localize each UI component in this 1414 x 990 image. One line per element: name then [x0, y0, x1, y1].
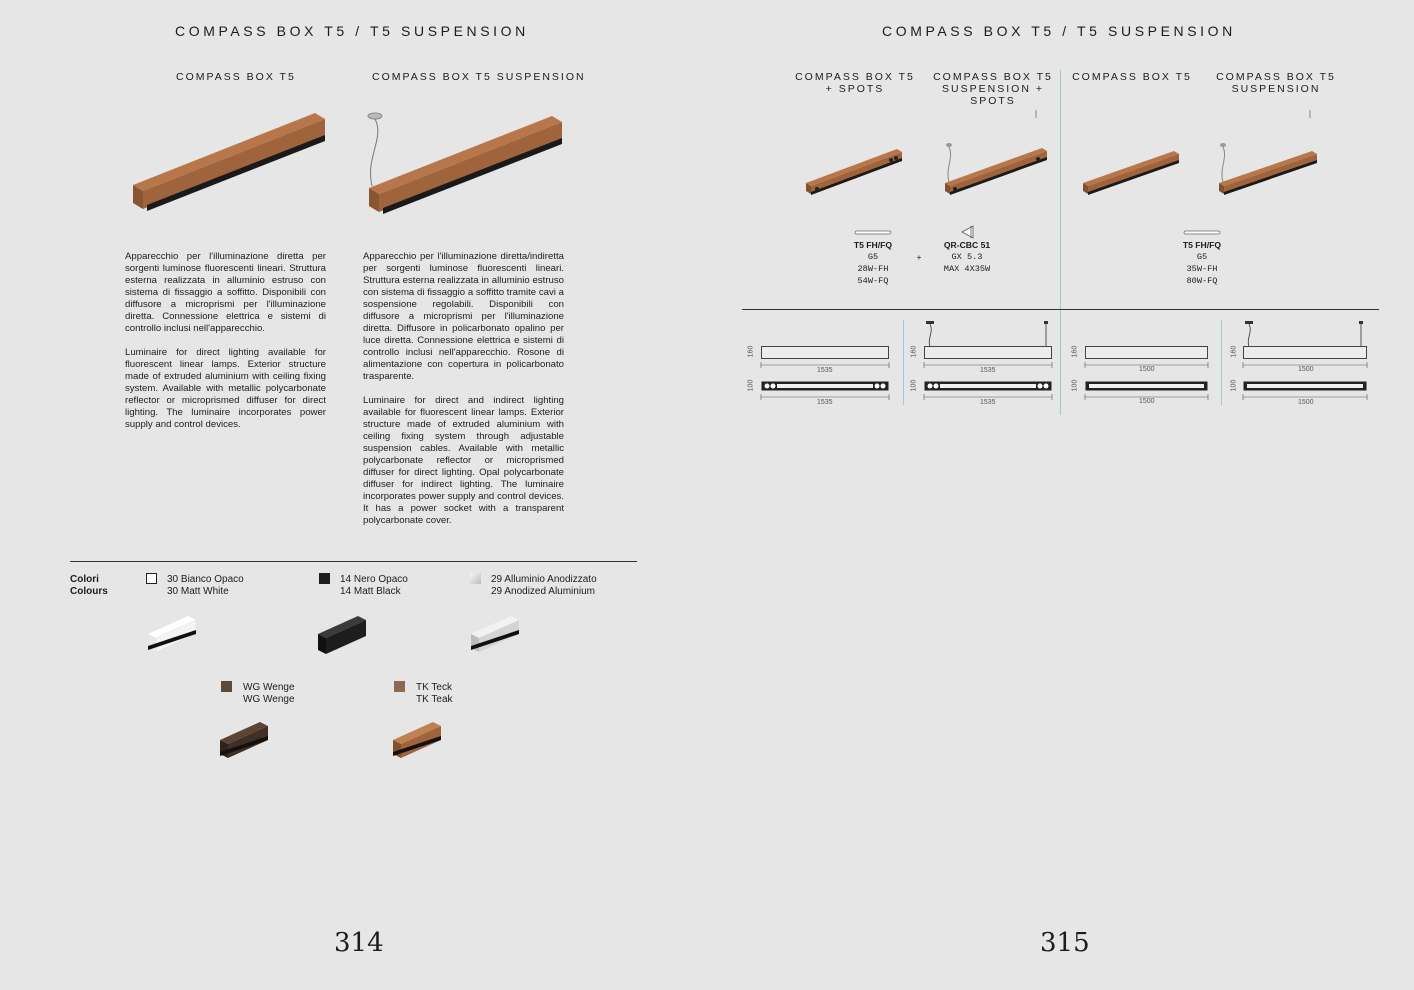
dim-length: 1500	[1298, 399, 1314, 406]
lamp-wattage: 80W-FQ	[1186, 276, 1218, 286]
product-suspension-spots-image	[942, 108, 1052, 198]
page-number-right: 315	[1040, 928, 1090, 958]
colour-name-en: TK Teak	[416, 694, 453, 705]
drawing-divider	[903, 320, 904, 405]
dim-length: 1500	[1298, 366, 1314, 373]
colours-label-it: Colori	[70, 574, 99, 585]
bottom-view-spots	[761, 381, 889, 391]
left-page-title: COMPASS BOX T5 / T5 SUSPENSION	[175, 23, 529, 39]
lamp-wattage: 28W-FH	[857, 264, 889, 274]
label-line: COMPASS BOX T5	[1072, 71, 1192, 83]
colour-matt-white	[167, 574, 244, 598]
product-a-description-en: Luminaire for direct lighting available for fluorescent linear lamps. Exterior structure made of extruded aluminium with ceiling fixing system. Available with metallic polycarbonate reflector or microprismed diffuser for direct lighting. The luminaire incorporates power supply and control devices.	[125, 347, 326, 430]
colour-matt-black	[340, 574, 408, 598]
drawings-divider	[742, 309, 1379, 310]
swatch-matt-black	[319, 573, 330, 584]
product-b-title: COMPASS BOX T5 SUSPENSION	[372, 71, 586, 83]
bottom-view-plain	[1085, 381, 1208, 391]
colour-name-it: 14 Nero Opaco	[340, 574, 408, 585]
label-line: SUSPENSION +	[942, 83, 1044, 95]
colour-name-it: WG Wenge	[243, 682, 295, 693]
side-view-spots	[761, 346, 889, 359]
profile-wenge	[218, 718, 274, 760]
label-line: SPOTS	[970, 95, 1016, 107]
colour-name-en: 14 Matt Black	[340, 586, 401, 597]
product-b-description	[363, 251, 564, 539]
dim-height: 100	[910, 379, 918, 392]
suspension-cables	[924, 320, 1052, 348]
dim-length: 1500	[1139, 398, 1155, 405]
dim-height: 160	[1071, 345, 1079, 358]
swatch-anodized-aluminium	[470, 573, 481, 584]
lamp-t5-spots	[838, 239, 908, 287]
profile-matt-white	[146, 612, 202, 654]
product-suspension-label	[1216, 71, 1336, 95]
dim-height: 100	[1071, 379, 1079, 392]
dim-length: 1535	[980, 367, 996, 374]
product-b-description-en: Luminaire for direct and indirect lighting available for fluorescent linear lamps. Exterior structure made of extruded aluminium with ceiling fixing system through adjustable suspension cables. Available with metallic polycarbonate reflector or microprismed diffuser for direct lighting. Opal polycarbonate diffuser for indirect lighting. The luminaire incorporates power supply and control devices. It has a power socket with a transparent polycarbonate cover.	[363, 395, 564, 526]
colour-teak	[416, 682, 453, 706]
label-line: SUSPENSION	[1231, 83, 1321, 95]
product-suspension-spots-label	[933, 71, 1053, 107]
colour-anodized-aluminium	[491, 574, 597, 598]
colour-name-it: 29 Alluminio Anodizzato	[491, 574, 597, 585]
dim-height: 100	[747, 379, 755, 392]
lamp-wattage: 35W-FH	[1186, 264, 1218, 274]
colour-name-en: 29 Anodized Aluminium	[491, 586, 595, 597]
profile-matt-black	[316, 612, 372, 654]
t5-tube-icon	[1183, 230, 1221, 236]
lamp-t5-plain	[1167, 239, 1237, 287]
qr-cbc-spot-icon	[960, 225, 976, 239]
right-page-title: COMPASS BOX T5 / T5 SUSPENSION	[882, 23, 1236, 39]
lamp-socket: G5	[867, 252, 879, 262]
lamp-name: QR-CBC 51	[943, 240, 991, 250]
product-plain-image	[1080, 148, 1184, 200]
swatch-teak	[394, 681, 405, 692]
column-divider	[1060, 70, 1061, 415]
product-a-image	[125, 105, 335, 215]
dim-length: 1535	[817, 399, 833, 406]
product-a-title: COMPASS BOX T5	[176, 71, 296, 83]
lamp-wattage: 54W-FQ	[857, 276, 889, 286]
dim-length: 1535	[817, 367, 833, 374]
lamp-wattage: MAX 4X35W	[943, 264, 991, 274]
colours-label-en: Colours	[70, 586, 108, 597]
drawing-divider	[1221, 320, 1222, 405]
product-b-image	[360, 108, 570, 218]
dim-height: 160	[1230, 345, 1238, 358]
colour-wenge	[243, 682, 295, 706]
label-line: COMPASS BOX T5	[795, 71, 915, 83]
colours-label	[70, 574, 108, 598]
bottom-view-suspension-spots	[924, 381, 1052, 391]
swatch-matt-white	[146, 573, 157, 584]
label-line: COMPASS BOX T5	[933, 71, 1053, 83]
side-view-suspension	[1243, 346, 1367, 359]
page-number-left: 314	[334, 928, 384, 958]
plus-sign: +	[916, 252, 922, 262]
dim-length: 1500	[1139, 366, 1155, 373]
swatch-wenge	[221, 681, 232, 692]
lamp-socket: GX 5.3	[951, 252, 983, 262]
label-line: + SPOTS	[825, 83, 885, 95]
colour-name-it: 30 Bianco Opaco	[167, 574, 244, 585]
bottom-view-suspension	[1243, 381, 1367, 391]
profile-teak	[391, 718, 447, 760]
colours-divider	[70, 561, 637, 562]
product-a-description-it: Apparecchio per l'illuminazione diretta per sorgenti luminose fluorescenti lineari. Struttura esterna realizzata in alluminio estruso con sistema di fissaggio a soffitto. Disponibili con diffusore a microprismi per l'illuminazione diretta. Connessione elettrica e sistemi di controllo inclusi nell'apparecchio.	[125, 251, 326, 334]
lamp-name: T5 FH/FQ	[853, 240, 893, 250]
dim-length: 1535	[980, 399, 996, 406]
product-suspension-image	[1216, 108, 1326, 198]
dim-height: 100	[1230, 379, 1238, 392]
product-a-description	[125, 251, 326, 443]
product-spots-label	[795, 71, 915, 95]
colour-name-en: 30 Matt White	[167, 586, 229, 597]
side-view-plain	[1085, 346, 1208, 359]
product-plain-label	[1072, 71, 1192, 83]
t5-tube-icon	[854, 230, 892, 236]
product-b-description-it: Apparecchio per l'illuminazione diretta/indiretta per sorgenti luminose fluorescenti lineari. Struttura esterna realizzata in alluminio estruso con sistema di fissaggio a soffitto tramite cavi a sospensione regolabili. Disponibili con diffusore a microprismi per l'illuminazione diretta. Diffusore in policarbonato opalino per luce diretta. Connessione elettrica e sistemi di controllo inclusi nell'apparecchio. Rosone di alimentazione con copertura in policarbonato trasparente.	[363, 251, 564, 382]
lamp-socket: G5	[1196, 252, 1208, 262]
label-line: COMPASS BOX T5	[1216, 71, 1336, 83]
dim-height: 160	[747, 345, 755, 358]
colour-name-en: WG Wenge	[243, 694, 295, 705]
product-spots-image	[803, 145, 907, 197]
lamp-name: T5 FH/FQ	[1182, 240, 1222, 250]
profile-anodized-aluminium	[469, 612, 525, 654]
lamp-qr-cbc	[927, 239, 1007, 275]
suspension-cables	[1243, 320, 1367, 348]
dim-height: 160	[910, 345, 918, 358]
side-view-suspension-spots	[924, 346, 1052, 359]
colour-name-it: TK Teck	[416, 682, 452, 693]
